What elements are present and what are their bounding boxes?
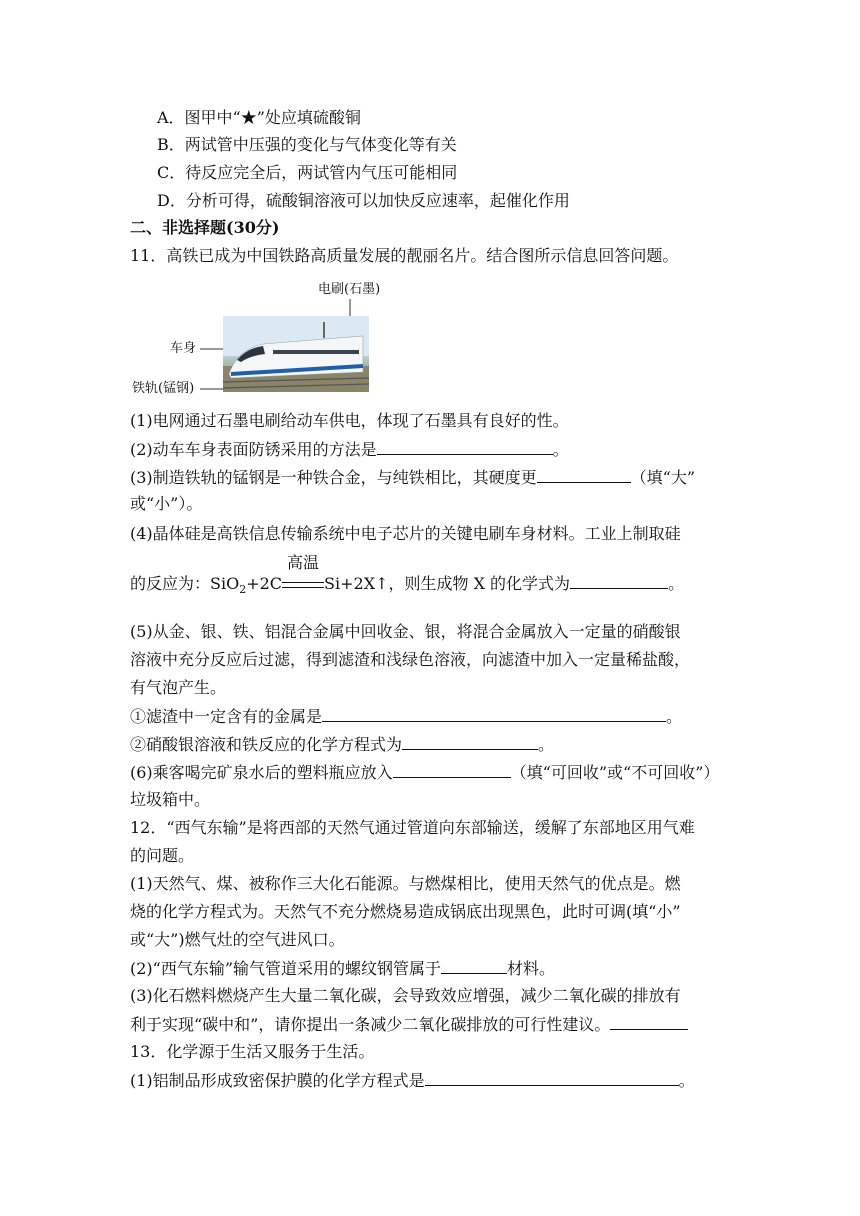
label-brush: 电刷(石墨) (318, 282, 381, 297)
q12-p2-blank[interactable] (441, 957, 507, 974)
q11-p1: (1)电网通过石墨电刷给动车供电，体现了石墨具有良好的性。 (130, 411, 569, 430)
train-photo (223, 316, 369, 392)
q11-p5-a (130, 705, 682, 728)
q11-p5-b-text: ②硝酸银溶液和铁反应的化学方程式为 (130, 735, 403, 754)
q12-p3-l2 (130, 1013, 688, 1036)
q13-p1 (130, 1069, 695, 1092)
label-body: 车身 (170, 341, 197, 356)
q11-p6 (130, 761, 719, 784)
q12-p2 (130, 957, 555, 980)
section-title: 二、非选择题(30分) (130, 218, 280, 237)
q11-p3-blank[interactable] (537, 466, 631, 483)
q11-p3-end: （填“大” (630, 468, 696, 487)
q11-p2-end: 。 (552, 440, 569, 459)
q11-p2-blank[interactable] (377, 438, 553, 455)
eq-part-3: Si+2X↑，则生成物 X 的化学式为 (324, 574, 571, 593)
q11-p6-blank[interactable] (393, 761, 511, 778)
q12-p2-end: 材料。 (507, 959, 556, 978)
option-a: A．图甲中“★”处应填硫酸铜 (157, 108, 361, 127)
q12-p3-text: 利于实现“碳中和”，请你提出一条减少二氧化碳排放的可行性建议。 (130, 1015, 611, 1034)
q11-p5-l3: 有气泡产生。 (130, 678, 227, 697)
q13-stem: 13．化学源于生活又服务于生活。 (130, 1042, 375, 1061)
q12-l1: 12．“西气东输”是将西部的天然气通过管道向东部输送，缓解了东部地区用气难 (130, 818, 695, 837)
eq-condition: 高温 (287, 553, 320, 572)
label-rail: 铁轨(锰钢) (132, 381, 195, 396)
eq-double-line (282, 582, 324, 588)
q12-p1-l2: 烧的化学方程式为。天然气不充分燃烧易造成锅底出现黑色，此时可调(填“小” (130, 902, 681, 921)
q12-p3-blank[interactable] (610, 1013, 688, 1030)
q11-p3 (130, 466, 695, 489)
train-figure (130, 282, 390, 398)
q11-p3-line2: 或“小”）。 (130, 494, 203, 513)
q11-p6-end: （填“可回收”或“不可回收”） (510, 763, 720, 782)
q12-p1-l1: (1)天然气、煤、被称作三大化石能源。与燃煤相比，使用天然气的优点是。燃 (130, 874, 681, 893)
q12-p1-l3: 或“大”)燃气灶的空气进风口。 (130, 930, 345, 949)
eq-part-2: +2C (246, 574, 283, 593)
q11-p2-text: (2)动车车身表面防锈采用的方法是 (130, 440, 377, 459)
q11-p4-equation (130, 553, 685, 601)
q11-p5-b-end: 。 (538, 735, 555, 754)
q13-p1-blank[interactable] (425, 1069, 679, 1086)
q11-p5-l2: 溶液中充分反应后过滤，得到滤渣和浅绿色溶液，向滤渣中加入一定量稀盐酸， (130, 650, 691, 669)
q12-p2-text: (2)“西气东输”输气管道采用的螺纹钢管属于 (130, 959, 442, 978)
option-d: D．分析可得，硫酸铜溶液可以加快反应速率，起催化作用 (157, 191, 570, 210)
q11-p5-b (130, 733, 554, 756)
option-c: C．待反应完全后，两试管内气压可能相同 (157, 163, 458, 182)
q11-p2 (130, 438, 569, 461)
q11-p5-b-blank[interactable] (402, 733, 538, 750)
q11-p6-line2: 垃圾箱中。 (130, 790, 211, 809)
q11-p5-a-text: ①滤渣中一定含有的金属是 (130, 707, 323, 726)
q12-p3-l1: (3)化石燃料燃烧产生大量二氧化碳，会导致效应增强，减少二氧化碳的排放有 (130, 986, 681, 1005)
q11-p5-a-end: 。 (666, 707, 683, 726)
q13-p1-text: (1)铝制品形成致密保护膜的化学方程式是 (130, 1071, 425, 1090)
eq-arrow (282, 553, 324, 595)
q11-stem: 11．高铁已成为中国铁路高质量发展的靓丽名片。结合图所示信息回答问题。 (130, 246, 679, 265)
eq-end: 。 (668, 574, 685, 593)
q11-p6-text: (6)乘客喝完矿泉水后的塑料瓶应放入 (130, 763, 393, 782)
q13-p1-end: 。 (678, 1071, 695, 1090)
q11-p5-a-blank[interactable] (322, 705, 666, 722)
eq-subscript: 2 (239, 583, 247, 597)
q12-l2: 的问题。 (130, 846, 195, 865)
q11-p4-blank[interactable] (570, 572, 668, 589)
option-b: B．两试管中压强的变化与气体变化等有关 (157, 135, 457, 154)
q11-p5-l1: (5)从金、银、铁、铝混合金属中回收金、银，将混合金属放入一定量的硝酸银 (130, 622, 681, 641)
q11-p4: (4)晶体硅是高铁信息传输系统中电子芯片的关键电刷车身材料。工业上制取硅 (130, 524, 681, 543)
eq-part-1: 的反应为：SiO (130, 574, 240, 593)
q11-p3-text: (3)制造铁轨的锰钢是一种铁合金，与纯铁相比，其硬度更 (130, 468, 537, 487)
